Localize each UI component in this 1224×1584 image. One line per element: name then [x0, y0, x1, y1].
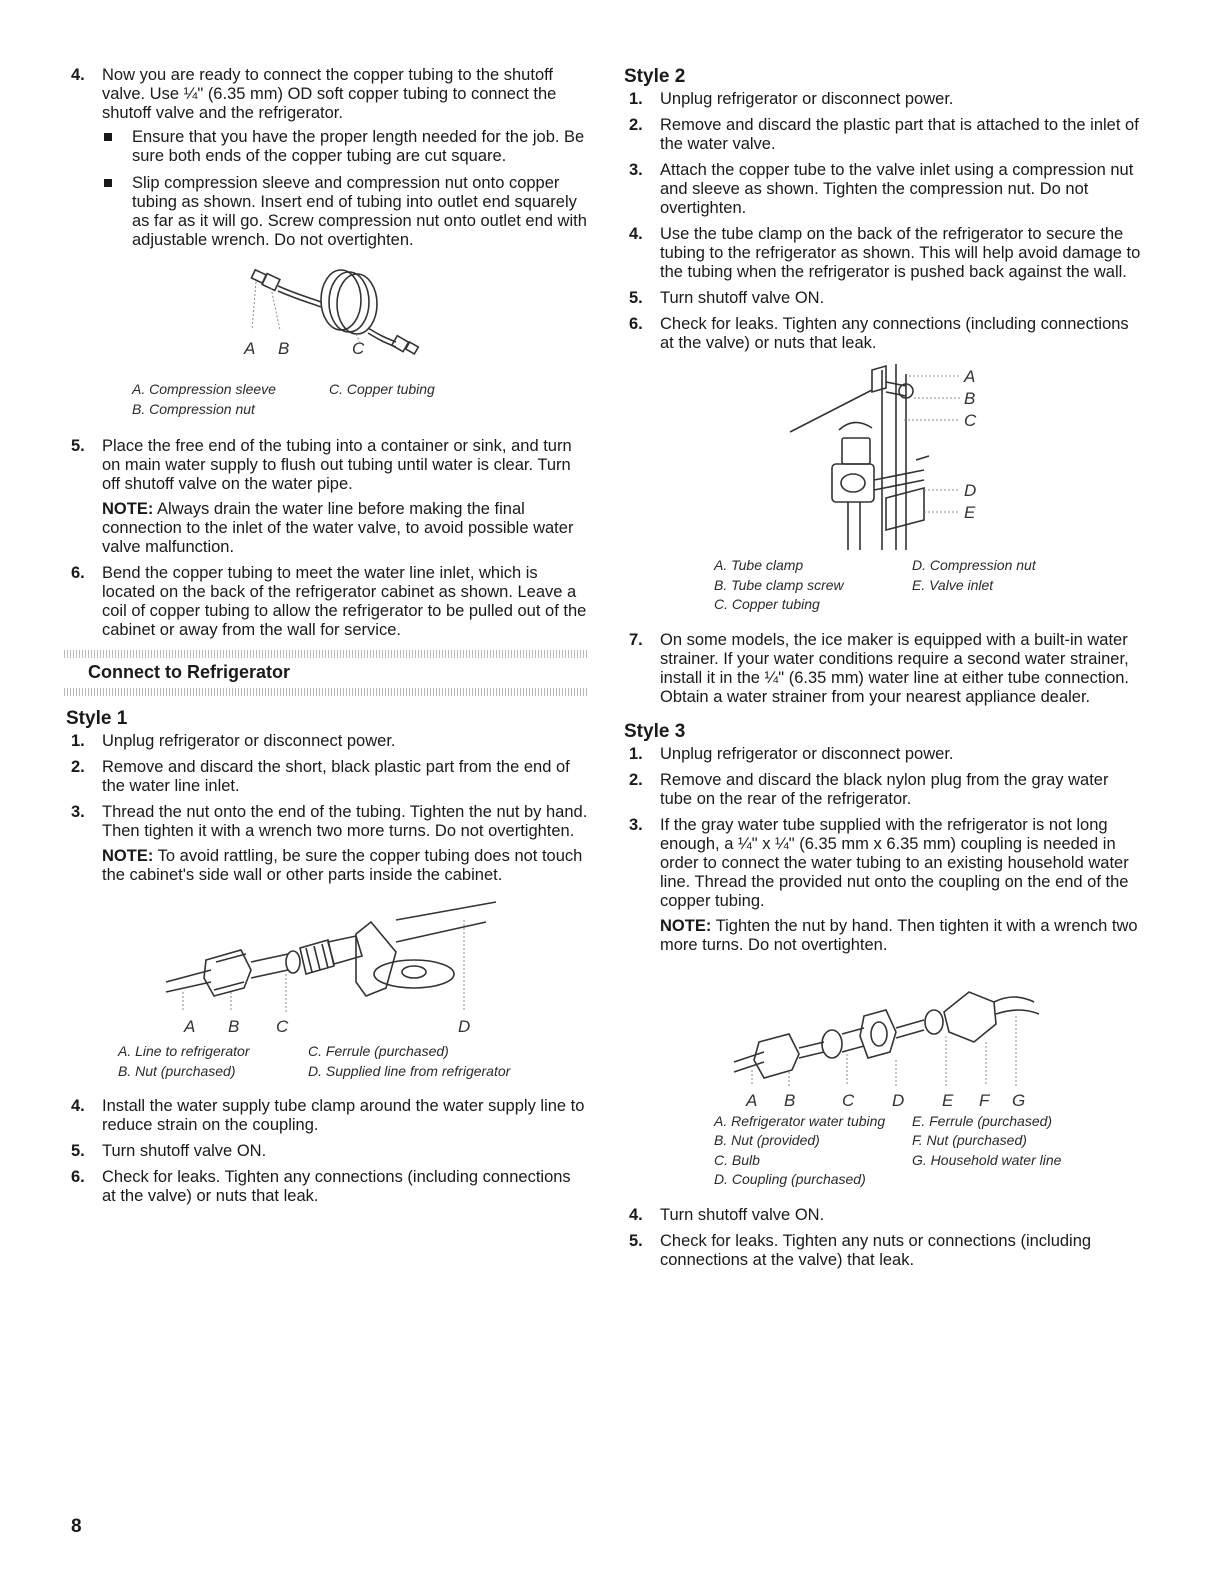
fig-s3-label-b: B: [784, 1090, 796, 1110]
caption: A. Tube clamp: [714, 557, 804, 573]
style-1-heading: Style 1: [66, 708, 128, 729]
caption: A. Compression sleeve: [132, 381, 276, 397]
caption: D. Supplied line from refrigerator: [308, 1062, 511, 1079]
fig1-label-b: B: [278, 339, 290, 358]
style3-step: 3. If the gray water tube supplied with the refrigerator is not long enough, a ¼" x ¼" (6.35 mm x 6.35 mm) coupling is needed in order to connect the water tubing to an existing household water line. Thread the provided nut onto the coupling on the end of the copper tubing. NOTE: Tighten the nut by hand. Then tighten it with a wrench two more turns. Do not overtighten.: [624, 816, 1144, 955]
bullet-item: Ensure that you have the proper length needed for the job. Be sure both ends of the copper tubing are cut square.: [102, 128, 588, 166]
fig-s2-label-c: C: [964, 411, 977, 430]
fig-s2-label-e: E: [964, 503, 976, 522]
style3-step: 2. Remove and discard the black nylon plug from the gray water tube on the rear of the refrigerator.: [629, 770, 1109, 808]
figure-compression-fitting: [66, 258, 588, 378]
fig-s3-label-g: G: [1012, 1090, 1026, 1110]
style1-connection-illustration: [66, 892, 588, 1042]
style3-step: 4. Turn shutoff valve ON.: [629, 1205, 825, 1224]
style1-step: 2. Remove and discard the short, black plastic part from the end of the water line inlet.: [71, 758, 570, 795]
fig-s2-label-a: A: [964, 367, 976, 386]
fig-s1-label-a: A: [184, 1017, 196, 1036]
fig1-label-a: A: [244, 339, 256, 358]
caption: B. Nut (provided): [714, 1132, 820, 1148]
fig-s3-captions: [624, 1112, 1144, 1190]
style2-valve-illustration: [624, 360, 1144, 556]
style1-step: 1. Unplug refrigerator or disconnect power.: [71, 732, 396, 750]
caption: A. Line to refrigerator: [118, 1043, 250, 1059]
figure-style1-connection: [66, 892, 588, 1042]
note: NOTE: Always drain the water line before making the final connection to the inlet of the water valve, to avoid possible water valve malfunction.: [102, 500, 574, 556]
caption: A. Refrigerator water tubing: [714, 1112, 886, 1129]
fig1-captions: [66, 380, 588, 419]
style-2-heading: Style 2: [624, 66, 686, 87]
fig-s2-captions: [624, 556, 1144, 615]
compression-fitting-illustration: [66, 258, 588, 378]
fig1-label-c: C: [352, 339, 365, 358]
style2-step: 3. Attach the copper tube to the valve inlet using a compression nut and sleeve as shown. Tighten the compression nut. Do not overtighten.: [629, 161, 1134, 217]
fig-s3-label-a: A: [746, 1090, 758, 1110]
style1-step: 4. Install the water supply tube clamp around the water supply line to reduce strain on the coupling.: [71, 1097, 585, 1134]
caption: G. Household water line: [912, 1151, 1062, 1168]
caption: C. Copper tubing: [329, 381, 435, 397]
fig-s3-label-d: D: [892, 1090, 905, 1110]
fig-s1-label-d: D: [458, 1017, 471, 1036]
fig-s3-label-e: E: [942, 1090, 954, 1110]
section-connect-to-refrigerator: [64, 650, 588, 696]
caption: B. Nut (purchased): [118, 1062, 236, 1079]
style-3-heading: Style 3: [624, 720, 686, 742]
bullet-item: Slip compression sleeve and compression nut onto copper tubing as shown. Insert end of tubing into outlet end squarely as far as it will go. Screw compression nut onto outlet end with adjustable wrench. Do not overtighten.: [102, 174, 588, 250]
style2-step: 5. Turn shutoff valve ON.: [629, 289, 825, 307]
figure-style2-valve: [624, 360, 1144, 556]
caption: C. Ferrule (purchased): [308, 1043, 449, 1059]
caption: D. Coupling (purchased): [714, 1171, 866, 1187]
style1-step: 6. Check for leaks. Tighten any connections (including connections at the valve) or nuts that leak.: [71, 1168, 571, 1205]
caption: E. Ferrule (purchased): [912, 1112, 1053, 1129]
bullet-list: [102, 128, 588, 250]
style2-step: 1. Unplug refrigerator or disconnect power.: [629, 90, 954, 108]
fig-s3-label-f: F: [979, 1090, 990, 1110]
style1-step: 5. Turn shutoff valve ON.: [71, 1142, 267, 1160]
style2-step-7: 7. On some models, the ice maker is equipped with a built-in water strainer. If your water conditions require a second water strainer, install it in the ¼" (6.35 mm) water line at either tube connection. Obtain a water strainer from your nearest appliance dealer.: [629, 630, 1130, 706]
style3-step: 5. Check for leaks. Tighten any nuts or connections (including connections at the valve) that leak.: [629, 1231, 1092, 1269]
caption: E. Valve inlet: [912, 576, 994, 593]
style3-coupling-illustration: [624, 962, 1144, 1112]
fig-s1-captions: [66, 1042, 588, 1081]
step-5-flush: 5. Place the free end of the tubing into a container or sink, and turn on main water supply to flush out tubing until water is clear. Turn off shutoff valve on the water pipe. NOTE: Always drain the water line before making the final connection to the inlet of the water valve, to avoid possible water valve malfunction.: [66, 437, 588, 557]
right-column: [624, 66, 1144, 1277]
step-text: Bend the copper tubing to meet the water line inlet, which is located on the back of the refrigerator cabinet as shown. Leave a coil of copper tubing to allow the refrigerator to be pulled out of the cabinet or away from the wall for service.: [102, 564, 587, 639]
step-6-bend: 6. Bend the copper tubing to meet the water line inlet, which is located on the back of the refrigerator cabinet as shown. Leave a coil of copper tubing to allow the refrigerator to be pulled out of the cabinet or away from the wall for service.: [71, 564, 587, 639]
figure-style3-coupling: [624, 962, 1144, 1112]
step-text: Now you are ready to connect the copper tubing to the shutoff valve. Use ¼" (6.35 mm) OD soft copper tubing to connect the shutoff valve and the refrigerator.: [102, 66, 557, 122]
style2-step: 6. Check for leaks. Tighten any connections (including connections at the valve) or nuts that leak.: [629, 315, 1129, 352]
note: NOTE: Tighten the nut by hand. Then tighten it with a wrench two more turns. Do not overtighten.: [660, 916, 1138, 954]
caption: B. Tube clamp screw: [714, 576, 844, 593]
step-4-tubing: 4. Now you are ready to connect the copper tubing to the shutoff valve. Use ¼" (6.35 mm) OD soft copper tubing to connect the shutoff valve and the refrigerator. Ensure that you have the proper length needed for the job. Be sure both ends of the copper tubing are cut square. Slip compression sleeve and compression nut onto copper tubing as shown. Insert end of tubing into outlet end squarely as far as it will go. Screw compression nut onto outlet end with adjustable wrench. Do not overtighten.: [71, 66, 587, 249]
section-rule-bottom: [64, 688, 588, 696]
fig-s2-label-d: D: [964, 481, 977, 500]
fig-s3-label-c: C: [842, 1090, 855, 1110]
step-text: Place the free end of the tubing into a container or sink, and turn on main water supply to flush out tubing until water is clear. Turn off shutoff valve on the water pipe.: [102, 437, 572, 493]
fig-s2-label-b: B: [964, 389, 976, 408]
page-number: 8: [71, 1516, 82, 1537]
section-rule-top: [64, 650, 588, 658]
caption: B. Compression nut: [132, 400, 255, 417]
caption: D. Compression nut: [912, 557, 1036, 573]
fig-s1-label-b: B: [228, 1017, 240, 1036]
style2-step: 4. Use the tube clamp on the back of the refrigerator to secure the tubing to the refrigerator as shown. This will help avoid damage to the tubing when the refrigerator is pushed back against the wall.: [629, 225, 1141, 281]
style2-step: 2. Remove and discard the plastic part that is attached to the inlet of the water valve.: [629, 116, 1139, 153]
caption: F. Nut (purchased): [912, 1132, 1027, 1148]
caption: C. Bulb: [714, 1151, 760, 1168]
left-column: [66, 66, 588, 1213]
style3-step: 1. Unplug refrigerator or disconnect power.: [629, 744, 954, 763]
caption: C. Copper tubing: [714, 596, 820, 612]
note: NOTE: To avoid rattling, be sure the copper tubing does not touch the cabinet's side wall or other parts inside the cabinet.: [102, 847, 583, 884]
style1-step: 3. Thread the nut onto the end of the tubing. Tighten the nut by hand. Then tighten it with a wrench two more turns. Do not overtighten. NOTE: To avoid rattling, be sure the copper tubing does not touch the cabinet's side wall or other parts inside the cabinet.: [71, 803, 588, 884]
section-title: Connect to Refrigerator: [88, 662, 291, 682]
fig-s1-label-c: C: [276, 1017, 289, 1036]
